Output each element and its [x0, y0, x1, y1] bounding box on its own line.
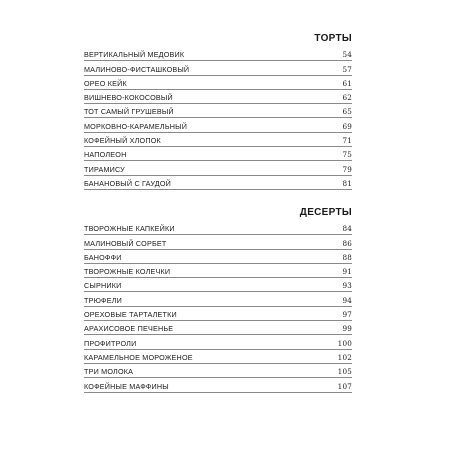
- entry-title: ТОТ САМЫЙ ГРУШЕВЫЙ: [84, 107, 174, 117]
- section-title: ТОРТЫ: [314, 33, 352, 44]
- entry-page-number: 75: [342, 150, 352, 160]
- entry-page-number: 88: [342, 252, 352, 262]
- entry-page-number: 91: [342, 267, 352, 277]
- section-cakes: [84, 32, 352, 190]
- toc-entry[interactable]: [84, 47, 352, 61]
- toc-list: [84, 47, 352, 190]
- entry-page-number: 107: [337, 381, 352, 391]
- entry-title: КОФЕЙНЫЙ ХЛОПОК: [84, 136, 161, 146]
- section-desserts: [84, 206, 352, 393]
- entry-page-number: 54: [342, 50, 352, 60]
- entry-page-number: 62: [342, 93, 352, 103]
- entry-page-number: 93: [342, 281, 352, 291]
- entry-title: НАПОЛЕОН: [84, 150, 127, 160]
- entry-title: ТВОРОЖНЫЕ КАПКЕЙКИ: [84, 224, 175, 234]
- entry-title: КАРАМЕЛЬНОЕ МОРОЖЕНОЕ: [84, 352, 193, 362]
- toc-entry[interactable]: [84, 264, 352, 278]
- entry-page-number: 61: [342, 78, 352, 88]
- toc-entry[interactable]: [84, 118, 352, 132]
- entry-page-number: 97: [342, 310, 352, 320]
- toc-entry[interactable]: [84, 61, 352, 75]
- entry-page-number: 71: [342, 136, 352, 146]
- entry-page-number: 100: [337, 338, 352, 348]
- entry-title: ВИШНЕВО-КОКОСОВЫЙ: [84, 93, 173, 103]
- entry-title: МАЛИНОВО-ФИСТАШКОВЫЙ: [84, 64, 190, 74]
- entry-title: ОРЕО КЕЙК: [84, 78, 127, 88]
- toc-entry[interactable]: [84, 278, 352, 292]
- entry-page-number: 57: [342, 64, 352, 74]
- toc-entry[interactable]: [84, 364, 352, 378]
- entry-title: ТИРАМИСУ: [84, 164, 125, 174]
- toc-entry[interactable]: [84, 335, 352, 349]
- toc-list: [84, 221, 352, 393]
- entry-page-number: 86: [342, 238, 352, 248]
- entry-page-number: 81: [342, 178, 352, 188]
- entry-title: БАНАНОВЫЙ С ГАУДОЙ: [84, 178, 171, 188]
- entry-page-number: 102: [337, 352, 352, 362]
- entry-page-number: 99: [342, 324, 352, 334]
- section-title: ДЕСЕРТЫ: [299, 207, 352, 218]
- toc-entry[interactable]: [84, 378, 352, 392]
- entry-title: МОРКОВНО-КАРАМЕЛЬНЫЙ: [84, 121, 188, 131]
- toc-entry[interactable]: [84, 133, 352, 147]
- entry-title: БАНОФФИ: [84, 252, 122, 262]
- entry-title: КОФЕЙНЫЕ МАФФИНЫ: [84, 381, 169, 391]
- toc-entry[interactable]: [84, 161, 352, 175]
- toc-entry[interactable]: [84, 235, 352, 249]
- toc-entry[interactable]: [84, 292, 352, 306]
- toc-entry[interactable]: [84, 321, 352, 335]
- entry-page-number: 105: [337, 367, 352, 377]
- entry-page-number: 65: [342, 107, 352, 117]
- toc-entry[interactable]: [84, 147, 352, 161]
- toc-entry[interactable]: [84, 104, 352, 118]
- entry-title: ТРЮФЕЛИ: [84, 295, 122, 305]
- entry-title: СЫРНИКИ: [84, 281, 122, 291]
- entry-title: ВЕРТИКАЛЬНЫЙ МЕДОВИК: [84, 50, 185, 60]
- entry-page-number: 79: [342, 164, 352, 174]
- toc-entry[interactable]: [84, 90, 352, 104]
- toc-entry[interactable]: [84, 176, 352, 190]
- entry-title: ТВОРОЖНЫЕ КОЛЕЧКИ: [84, 267, 171, 277]
- entry-title: ТРИ МОЛОКА: [84, 367, 134, 377]
- toc-entry[interactable]: [84, 221, 352, 235]
- entry-title: АРАХИСОВОЕ ПЕЧЕНЬЕ: [84, 324, 174, 334]
- entry-page-number: 94: [342, 295, 352, 305]
- toc-entry[interactable]: [84, 250, 352, 264]
- entry-title: ОРЕХОВЫЕ ТАРТАЛЕТКИ: [84, 310, 177, 320]
- entry-page-number: 84: [342, 224, 352, 234]
- toc-entry[interactable]: [84, 307, 352, 321]
- toc-entry[interactable]: [84, 350, 352, 364]
- toc-entry[interactable]: [84, 76, 352, 90]
- entry-title: ПРОФИТРОЛИ: [84, 338, 137, 348]
- entry-title: МАЛИНОВЫЙ СОРБЕТ: [84, 238, 167, 248]
- entry-page-number: 69: [342, 121, 352, 131]
